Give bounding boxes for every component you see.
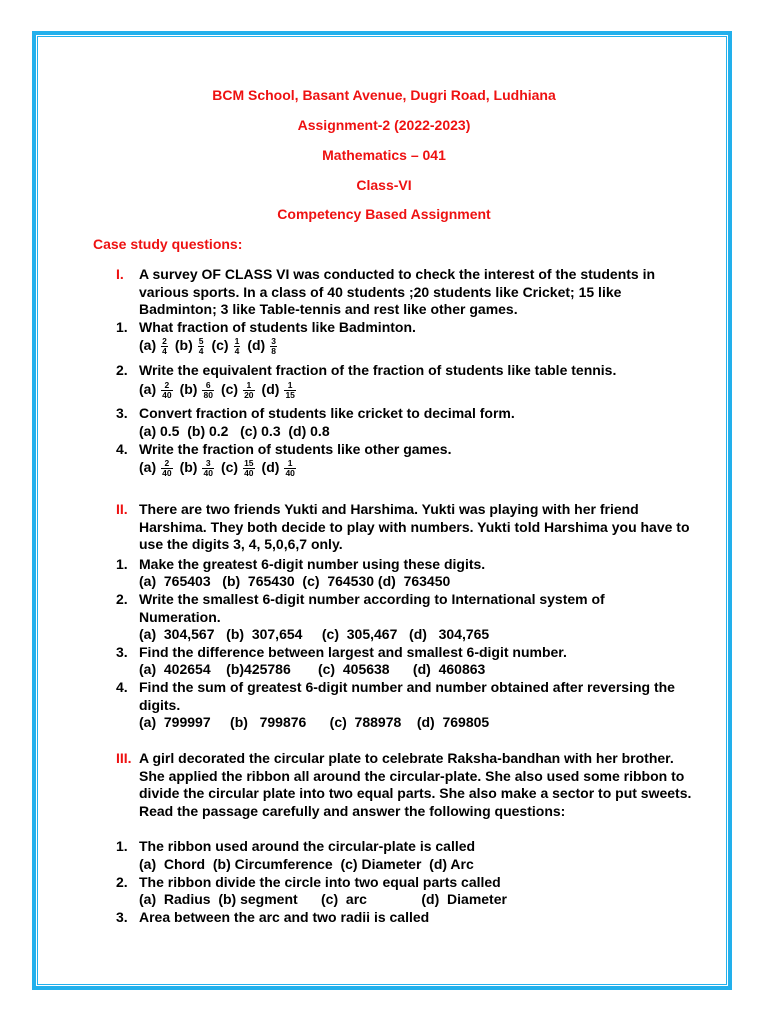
option-label: (a) (139, 381, 157, 398)
q1-4-options (139, 459, 297, 478)
q1-2-text: Write the equivalent fraction of the fraction of students like table tennis. (139, 362, 617, 378)
q2-4-options: (a) 799997 (b) 799876 (c) 788978 (d) 769805 (139, 714, 490, 730)
case-2-number: II. (116, 501, 128, 517)
fraction (284, 381, 295, 400)
option-label: (a) (139, 337, 157, 354)
option-label: (b) (179, 381, 198, 398)
fraction (243, 459, 254, 478)
q1-1-text: What fraction of students like Badminton. (139, 319, 416, 335)
fraction-numerator: 1 (287, 380, 293, 390)
option-label: (a) (139, 459, 157, 476)
fraction-denominator: 40 (285, 468, 295, 478)
q2-1-options: (a) 765403 (b) 765430 (c) 764530 (d) 763450 (139, 573, 451, 589)
option-label: (b) (174, 337, 193, 354)
option-label: (d) (261, 459, 280, 476)
fraction-numerator: 2 (164, 458, 170, 468)
case-3-number: III. (116, 750, 132, 766)
fraction-denominator: 40 (162, 468, 172, 478)
class-title: Class-VI (356, 177, 412, 193)
fraction-denominator: 40 (244, 468, 254, 478)
fraction (270, 337, 277, 356)
q1-4-text: Write the fraction of students like other games. (139, 441, 452, 457)
q1-3-text: Convert fraction of students like cricket to decimal form. (139, 405, 515, 421)
q2-3-text: Find the difference between largest and smallest 6-digit number. (139, 644, 567, 660)
option-label: (d) (261, 381, 280, 398)
assignment-title: Assignment-2 (2022-2023) (297, 117, 471, 133)
q2-2-text: Write the smallest 6-digit number according to International system of Numeration. (139, 591, 605, 625)
fraction-numerator: 3 (205, 458, 211, 468)
fraction (202, 381, 213, 400)
q3-2-options: (a) Radius (b) segment (c) arc (d) Diameter (139, 891, 507, 907)
option-label: (d) (247, 337, 266, 354)
q3-1-text: The ribbon used around the circular-plate is called (139, 838, 476, 854)
fraction (234, 337, 241, 356)
fraction-numerator: 1 (246, 380, 252, 390)
fraction-denominator: 4 (234, 346, 240, 356)
fraction (161, 459, 172, 478)
q3-1-number: 1. (116, 838, 128, 854)
q3-1-options: (a) Chord (b) Circumference (c) Diameter (d) Arc (139, 856, 474, 872)
school-name: BCM School, Basant Avenue, Dugri Road, Ludhiana (212, 87, 556, 103)
fraction-denominator: 40 (162, 390, 172, 400)
q2-1-number: 1. (116, 556, 128, 572)
fraction-numerator: 1 (234, 336, 240, 346)
q2-3-number: 3. (116, 644, 128, 660)
option-label: (c) (220, 381, 239, 398)
fraction-numerator: 15 (244, 458, 254, 468)
fraction (161, 337, 168, 356)
fraction-denominator: 20 (244, 390, 254, 400)
fraction (202, 459, 213, 478)
assignment-type: Competency Based Assignment (277, 206, 491, 222)
case-3-passage: A girl decorated the circular plate to celebrate Raksha-bandhan with her brother. She applied the ribbon all around the circular-plate. She also used some ribbon to divide the circular plate into two equal parts. She also make a sector to put sweets. Read the passage carefully and answer the following questions: (139, 750, 692, 819)
case-1-number: I. (116, 266, 124, 282)
option-label: (c) (220, 459, 239, 476)
fraction-denominator: 40 (203, 468, 213, 478)
q2-3-options: (a) 402654 (b)425786 (c) 405638 (d) 460863 (139, 661, 486, 677)
q3-2-number: 2. (116, 874, 128, 890)
q1-1-options (139, 337, 278, 356)
subject-title: Mathematics – 041 (322, 147, 446, 163)
fraction-denominator: 4 (162, 346, 167, 356)
q2-1-text: Make the greatest 6-digit number using these digits. (139, 556, 486, 572)
q1-3-number: 3. (116, 405, 128, 421)
fraction-denominator: 15 (285, 390, 295, 400)
q3-3-text: Area between the arc and two radii is called (139, 909, 430, 925)
q1-3-options: (a) 0.5 (b) 0.2 (c) 0.3 (d) 0.8 (139, 423, 330, 439)
fraction (161, 381, 172, 400)
fraction-numerator: 1 (287, 458, 293, 468)
q1-2-number: 2. (116, 362, 128, 378)
q2-4-number: 4. (116, 679, 128, 695)
fraction-denominator: 4 (198, 346, 204, 356)
fraction-denominator: 80 (203, 390, 213, 400)
option-label: (c) (211, 337, 229, 354)
q3-2-text: The ribbon divide the circle into two equal parts called (139, 874, 501, 890)
section-title: Case study questions: (93, 236, 243, 252)
case-2-passage: There are two friends Yukti and Harshima. Yukti was playing with her friend Harshima. They both decide to play with numbers. Yukti told Harshima you have to use the digits 3, 4, 5,0,6,7 only. (139, 501, 690, 552)
fraction-numerator: 6 (205, 380, 211, 390)
fraction (284, 459, 295, 478)
fraction-numerator: 5 (198, 336, 204, 346)
q1-4-number: 4. (116, 441, 128, 457)
option-label: (b) (179, 459, 198, 476)
q2-2-number: 2. (116, 591, 128, 607)
fraction-denominator: 8 (271, 346, 276, 356)
q3-3-number: 3. (116, 909, 128, 925)
q2-2-options: (a) 304,567 (b) 307,654 (c) 305,467 (d) 304,765 (139, 626, 490, 642)
fraction (198, 337, 205, 356)
q1-2-options (139, 381, 297, 400)
q2-4-text: Find the sum of greatest 6-digit number and number obtained after reversing the digits. (139, 679, 675, 713)
fraction-numerator: 3 (271, 336, 276, 346)
fraction (243, 381, 254, 400)
fraction-numerator: 2 (162, 336, 167, 346)
fraction-numerator: 2 (164, 380, 170, 390)
case-1-passage: A survey OF CLASS VI was conducted to check the interest of the students in various sports. In a class of 40 students ;20 students like Cricket; 15 like Badminton; 3 like Table-tennis and rest like other games. (139, 266, 656, 317)
q1-1-number: 1. (116, 319, 128, 335)
